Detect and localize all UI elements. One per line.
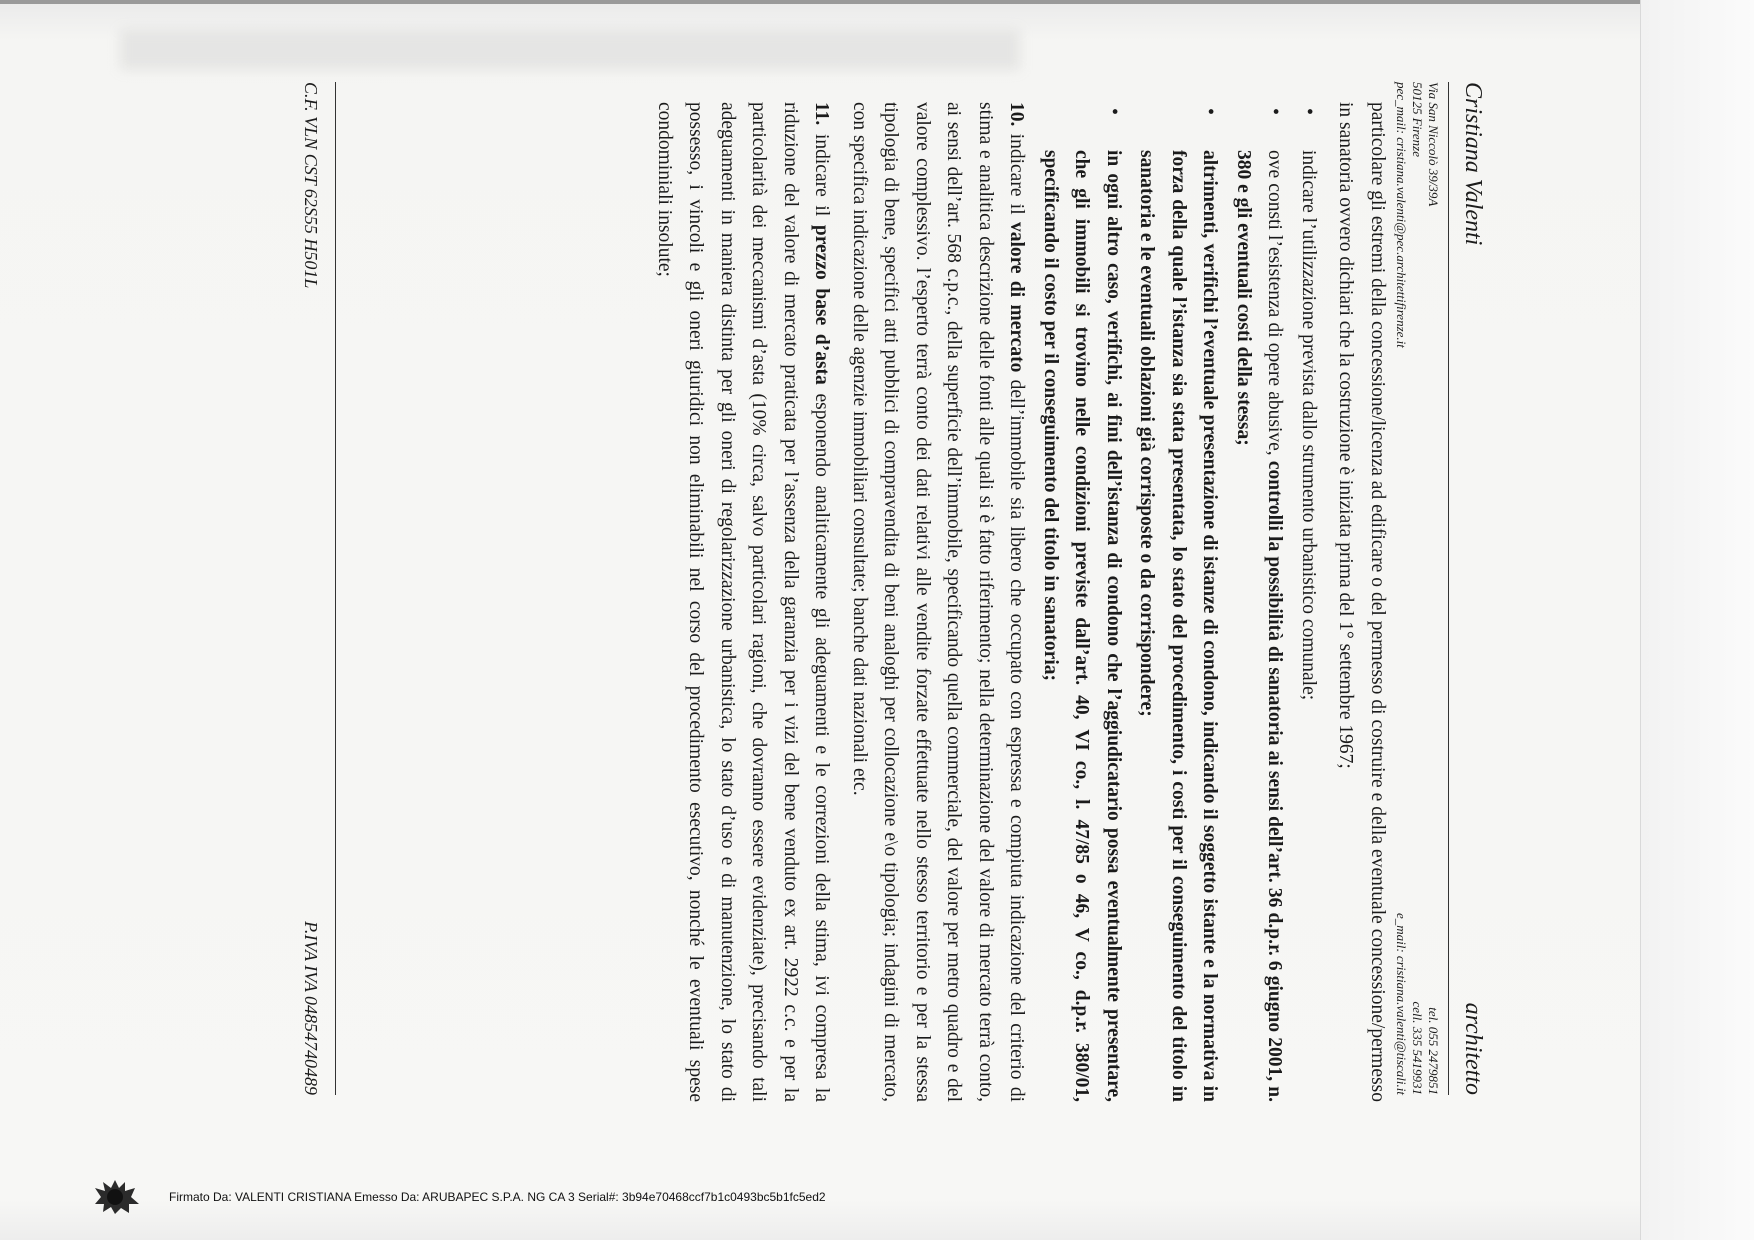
footer-divider — [335, 82, 336, 1095]
header-contact-right — [1393, 913, 1441, 1095]
mobile: cell. 335 5419931 — [1410, 1001, 1425, 1095]
scan-right-margin-strip — [1640, 0, 1754, 1240]
bullet-icon: • — [1103, 108, 1125, 116]
header-contact-left — [1393, 82, 1441, 348]
email: e_mail: cristiana.valenti@tiscali.it — [1394, 912, 1409, 1095]
item-number: 11. — [811, 102, 833, 126]
intro-paragraph: particolare gli estremi della concessione/licenza ad edificare o del permesso di costruire e della eventuale concessione/permesso in sanatoria ovvero dichiari che la costruzione è iniziata prima del 1° settembre 1967; — [1335, 102, 1388, 1102]
footer-vat-number: P.IVA IVA 04854740489 — [301, 921, 321, 1095]
paragraph-11: 11. indicare il prezzo base d’asta esponendo analiticamente gli adeguamenti e le correzioni della stima, ivi compresa la riduzione del valore di mercato praticata per l’assenza della garanzia per i vizi del bene venduto ex art. 2922 c.c. e per la particolarità dei meccanismi d’asta (10% circa, salvo particolari ragioni, che dovranno essere evidenziate), precisando tali adeguamenti in maniera distinta per gli oneri di regolarizzazione urbanistica, lo stato d’uso e di manutenzione, lo stato di possesso, i vincoli e gli oneri giuridici non eliminabili nel corso del procedimento esecutivo, nonché le eventuali spese condominiali insolute; — [654, 102, 833, 1103]
phone: tel. 055 2479851 — [1426, 1007, 1441, 1095]
emphasis: valore di mercato — [1006, 221, 1028, 373]
header-role: architetto — [1460, 1002, 1486, 1095]
address-line-2: 50125 Firenze — [1410, 82, 1425, 157]
signature-text: Firmato Da: VALENTI CRISTIANA Emesso Da: ARUBAPEC S.P.A. NG CA 3 Serial#: 3b94e70468ccf7b1c0493bc5b1fc5ed2 — [169, 1190, 826, 1204]
bullet-item — [1035, 102, 1130, 1102]
bullet-icon: • — [1199, 108, 1222, 116]
bullet-item — [1228, 102, 1291, 1102]
bullet-bold-text: controlli la possibilità di sanatoria ai sensi dell’art. 36 d.p.r. 6 giugno 2001, n. 380 e gli eventuali costi della stessa; — [1233, 150, 1286, 1102]
pec-email: pec_mail: cristiana.valenti@pec.architettifirenze.it — [1394, 82, 1409, 348]
digital-signature-bar — [95, 1180, 826, 1214]
rotated-document — [231, 0, 1531, 1150]
bullet-item — [1131, 102, 1226, 1102]
bullet-icon: • — [1298, 108, 1320, 116]
bullet-text: ove consti l’esistenza di opere abusive, — [1264, 150, 1286, 461]
item-number: 10. — [1006, 102, 1028, 127]
bullet-item — [1293, 102, 1325, 1102]
footer-tax-code: C.F. VLN CST 62S55 H501L — [301, 82, 321, 289]
signature-seal-icon — [95, 1180, 143, 1214]
header-divider — [1448, 82, 1449, 1095]
header-name: Cristiana Valenti — [1460, 82, 1486, 246]
bullet-text: indicare l’utilizzazione prevista dallo strumento urbanistico comunale; — [1298, 150, 1319, 701]
bullet-icon: • — [1264, 108, 1287, 116]
bullet-bold-text: altrimenti, verifichi l’eventuale presentazione di istanze di condono, indicando il soggetto istante e la normativa in forza della quale l’istanza sia stata presentata, lo stato del procedimento, i costi per il conseguimento del titolo in sanatoria e le eventuali oblazioni già corrisposte o da corrispondere; — [1136, 150, 1221, 1102]
paragraph-10: 10. indicare il valore di mercato dell’immobile sia libero che occupato con espressa e compiuta indicazione del criterio di stima e analitica descrizione delle fonti alle quali si è fatto riferimento; nella determinazione del valore di mercato terrà conto, ai sensi dell’art. 568 c.p.c., della superficie dell’immobile, specificando quella commerciale, del valore per metro quadro e del valore complessivo. l’esperto terrà conto dei dati relativi alle vendite forzate effettuate nello stesso territorio e per la stessa tipologia di bene, specifici atti pubblici di compravendita di beni analoghi per collocazione e\o tipologia; indagini di mercato, con specifica indicazione delle agenzie immobiliari consultate; banche dati nazionali etc. — [849, 102, 1028, 1102]
emphasis: prezzo base d’asta — [811, 224, 833, 385]
address-line-1: Via San Niccolò 39/39A — [1426, 82, 1441, 207]
document-body — [643, 102, 1394, 1102]
bullet-bold-text: in ogni altro caso, verifichi, ai fini dell’istanza di condono che l’aggiudicatario possa eventualmente presentare, che gli immobili si trovino nelle condizioni previste dall’art. 40, VI co., l. 47/85 o 46, V co., d.p.r. 380/01, specificando il costo per il conseguimento del titolo in sanatoria; — [1040, 150, 1124, 1102]
